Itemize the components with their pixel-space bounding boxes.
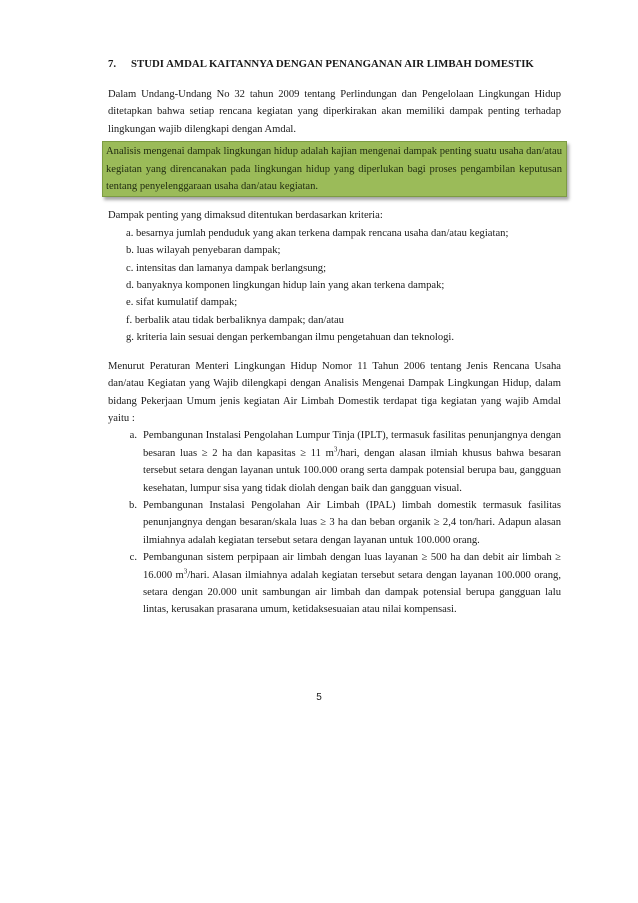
activity-letter: b. — [129, 499, 137, 511]
definition-highlight-box: Analisis mengenai dampak lingkungan hidup adalah kajian mengenai dampak penting suatu usaha dan/atau kegiatan yang direncanakan pada lingkungan hidup yang diperlukan bagi proses pengambilan keputusan tentang penyelenggaraan usaha dan/atau kegiatan. — [102, 141, 567, 197]
criteria-item: g. kriteria lain sesuai dengan perkembangan ilmu pengetahuan dan teknologi. — [126, 332, 455, 344]
activity-text — [143, 497, 561, 549]
activity-list — [108, 427, 561, 618]
activity-item — [108, 497, 561, 549]
activity-text-part: /hari, dengan alasan ilmiah khusus bahwa besaran tersebut setara dengan layanan untuk 100.000 orang serta dampak potensial berupa bau, gangguan kesehatan, lumpur sisa yang tidak diolah dengan baik dan gangguan visual. — [143, 447, 561, 494]
superscript: 3 — [333, 445, 338, 454]
criteria-item: e. sifat kumulatif dampak; — [126, 297, 238, 309]
criteria-item: c. intensitas dan lamanya dampak berlangsung; — [126, 262, 327, 274]
section-heading — [108, 56, 561, 73]
section-number: 7. — [108, 58, 117, 70]
activity-text-part: Pembangunan Instalasi Pengolahan Air Limbah (IPAL) limbah domestik termasuk fasilitas penunjangnya dengan besaran/skala luas ≥ 3 ha dan beban organik ≥ 2,4 ton/hari. Adapun alasan ilmiahnya adalah kegiatan tersebut setara dengan layanan untuk 100.000 orang. — [143, 499, 561, 546]
activity-text — [143, 549, 561, 619]
activity-text-part: Pembangunan sistem perpipaan air limbah dengan luas layanan ≥ 500 ha dan debit air limbah ≥ 16.000 m — [143, 552, 561, 581]
page-number: 5 — [316, 692, 322, 703]
section-title: STUDI AMDAL KAITANNYA DENGAN PENANGANAN AIR LIMBAH DOMESTIK — [131, 58, 534, 70]
activity-letter: a. — [129, 430, 137, 442]
activity-item — [108, 427, 561, 497]
criteria-list — [108, 225, 561, 347]
regulation-paragraph: Menurut Peraturan Menteri Lingkungan Hidup Nomor 11 Tahun 2006 tentang Jenis Rencana Usaha dan/atau Kegiatan yang Wajib dilengkapi dengan Analisis Mengenai Dampak Lingkungan Hidup, dalam bidang Pekerjaan Umum jenis kegiatan Air Limbah Domestik terdapat tiga kegiatan yang wajib Amdal yaitu : — [108, 360, 561, 424]
activity-letter: c. — [129, 552, 137, 564]
activity-text — [143, 427, 561, 497]
document-page — [108, 56, 561, 619]
superscript: 3 — [183, 567, 188, 576]
activity-text-part: Pembangunan Instalasi Pengolahan Lumpur Tinja (IPLT), termasuk fasilitas penunjangnya dengan besaran luas ≥ 2 ha dan kapasitas ≥ 11 m — [143, 430, 561, 459]
criteria-item: a. besarnya jumlah penduduk yang akan terkena dampak rencana usaha dan/atau kegiatan; — [126, 227, 509, 239]
activity-text-part: /hari. Alasan ilmiahnya adalah kegiatan tersebut setara dengan layanan 100.000 orang, setara dengan 20.000 unit sambungan air limbah dan dampak potensial berupa gangguan lalu lintas, kerusakan prasarana umum, ketidaksesuaian atau nilai kompensasi. — [143, 569, 562, 616]
activity-item — [108, 549, 561, 619]
criteria-item: f. berbalik atau tidak berbaliknya dampak; dan/atau — [126, 314, 344, 326]
intro-paragraph: Dalam Undang-Undang No 32 tahun 2009 tentang Perlindungan dan Pengelolaan Lingkungan Hidup ditetapkan bahwa setiap rencana kegiatan yang diperkirakan akan memiliki dampak penting terhadap lingkungan wajib dilengkapi dengan Amdal. — [108, 89, 561, 135]
criteria-item: b. luas wilayah penyebaran dampak; — [126, 245, 281, 257]
criteria-title: Dampak penting yang dimaksud ditentukan berdasarkan kriteria: — [108, 210, 383, 222]
criteria-item: d. banyaknya komponen lingkungan hidup lain yang akan terkena dampak; — [126, 280, 445, 292]
